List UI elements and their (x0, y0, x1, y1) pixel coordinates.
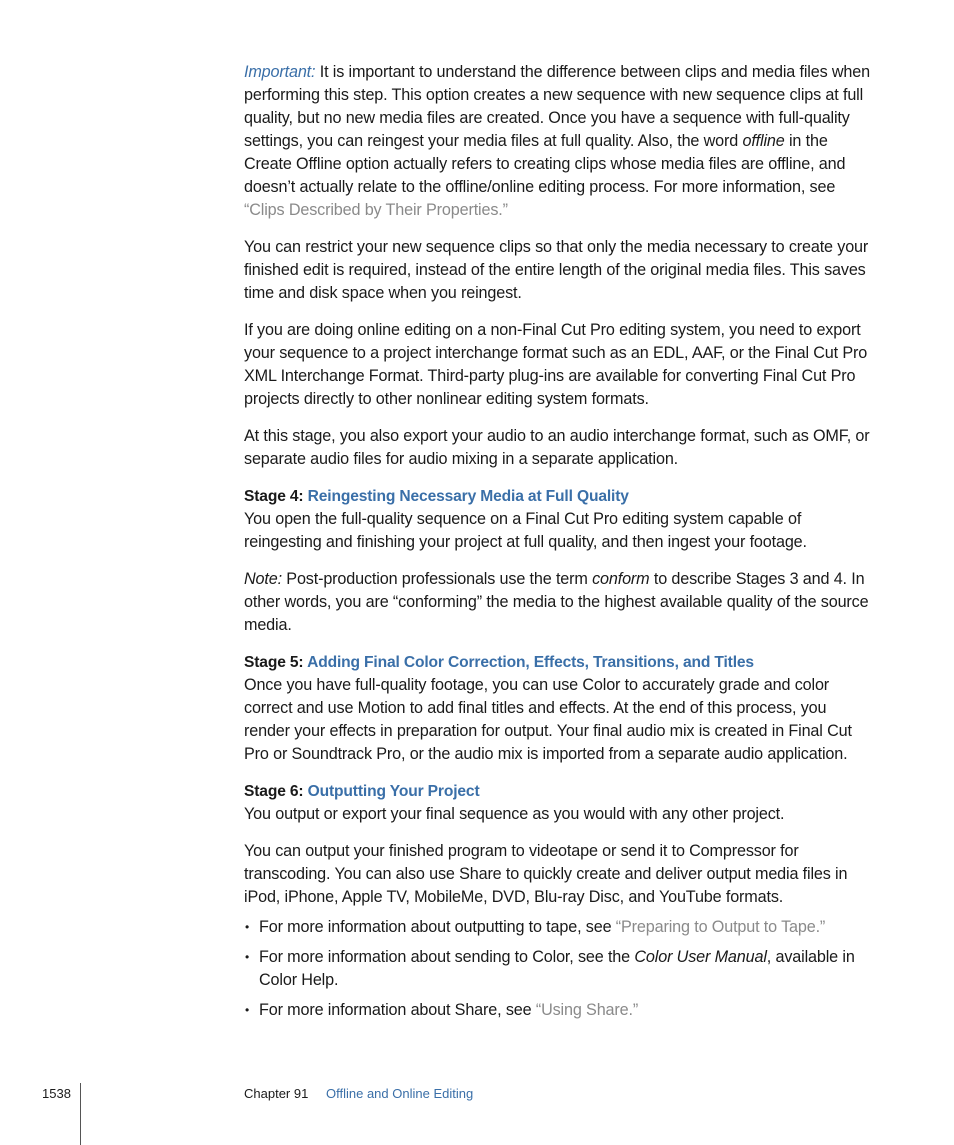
audio-export-paragraph: At this stage, you also export your audio to an audio interchange format, such as OMF, or separate audio files for audio mixing in a separate application. (244, 427, 870, 468)
footer-chapter-title-link[interactable]: Offline and Online Editing (326, 1086, 474, 1101)
stage-4-body: You open the full-quality sequence on a Final Cut Pro editing system capable of reingesting and finishing your project at full quality, and then ingest your footage. (244, 510, 807, 551)
color-user-manual-title: Color User Manual (634, 948, 767, 966)
important-label: Important: (244, 63, 316, 81)
important-text-2: in the Create Offline option actually refers to creating clips whose media files are offline, and doesn’t actually relate to the offline/online editing process. For more information, see (244, 132, 846, 196)
note-text-1: Post-production professionals use the term (281, 570, 593, 588)
stage-4-title-link[interactable]: Reingesting Necessary Media at Full Quality (307, 488, 629, 505)
list-item (244, 916, 876, 939)
more-info-list (244, 916, 876, 1022)
bullet-marker: • (245, 1003, 250, 1017)
output-to-tape-link[interactable]: “Preparing to Output to Tape.” (615, 918, 826, 936)
important-emphasis: offline (742, 132, 785, 150)
footer-divider (80, 1083, 81, 1145)
page-number: 1538 (42, 1086, 71, 1101)
note-emphasis: conform (592, 570, 650, 588)
bullet-1-text: For more information about outputting to tape, see (259, 918, 616, 936)
important-paragraph (244, 61, 876, 222)
bullet-3-text: For more information about Share, see (259, 1001, 536, 1019)
note-text-2: to describe Stages 3 and 4. In other words, you are “conforming” the media to the highest available quality of the source media. (244, 570, 869, 634)
stage-5-title-link[interactable]: Adding Final Color Correction, Effects, Transitions, and Titles (307, 654, 754, 671)
stage-5-heading (244, 651, 876, 674)
list-item (244, 999, 876, 1022)
stage-6-title-link[interactable]: Outputting Your Project (307, 783, 480, 800)
important-text-1: It is important to understand the difference between clips and media files when performing this step. This option creates a new sequence with new sequence clips at full quality, but no new media files are created. Once you have a sequence with full-quality settings, you can reingest your media files at full quality. Also, the word (244, 63, 870, 150)
clips-described-link[interactable]: “Clips Described by Their Properties.” (244, 201, 508, 219)
bullet-2-text-1: For more information about sending to Color, see the (259, 948, 635, 966)
bullet-marker: • (245, 950, 250, 964)
note-label: Note: (244, 570, 282, 588)
restrict-paragraph: You can restrict your new sequence clips so that only the media necessary to create your finished edit is required, instead of the entire length of the original media files. This saves time and disk space when you reingest. (244, 238, 869, 302)
stage-5-body: Once you have full-quality footage, you can use Color to accurately grade and color correct and use Motion to add final titles and effects. At the end of this process, you render your effects in preparation for output. Your final audio mix is created in Final Cut Pro or Soundtrack Pro, or the audio mix is imported from a separate audio application. (244, 676, 852, 763)
stage-5-label: Stage 5: (244, 654, 308, 671)
stage-6-heading (244, 780, 876, 803)
list-item (244, 946, 876, 992)
stage-6-body: You output or export your final sequence as you would with any other project. (244, 805, 785, 823)
bullet-2-text-2: , available in Color Help. (259, 948, 855, 989)
note-paragraph (244, 568, 876, 637)
bullet-marker: • (245, 920, 250, 934)
stage-4-label: Stage 4: (244, 488, 308, 505)
stage-6-label: Stage 6: (244, 783, 308, 800)
output-paragraph: You can output your finished program to videotape or send it to Compressor for transcoding. You can also use Share to quickly create and deliver output media files in iPod, iPhone, Apple TV, MobileMe, DVD, Blu-ray Disc, and YouTube formats. (244, 842, 848, 906)
stage-4-heading (244, 485, 876, 508)
page-body (244, 61, 876, 1029)
online-editing-paragraph: If you are doing online editing on a non-Final Cut Pro editing system, you need to export your sequence to a project interchange format such as an EDL, AAF, or the Final Cut Pro XML Interchange Format. Third-party plug-ins are available for converting Final Cut Pro projects directly to other nonlinear editing system formats. (244, 321, 868, 408)
using-share-link[interactable]: “Using Share.” (535, 1001, 639, 1019)
footer-chapter-label: Chapter 91 (244, 1086, 309, 1101)
